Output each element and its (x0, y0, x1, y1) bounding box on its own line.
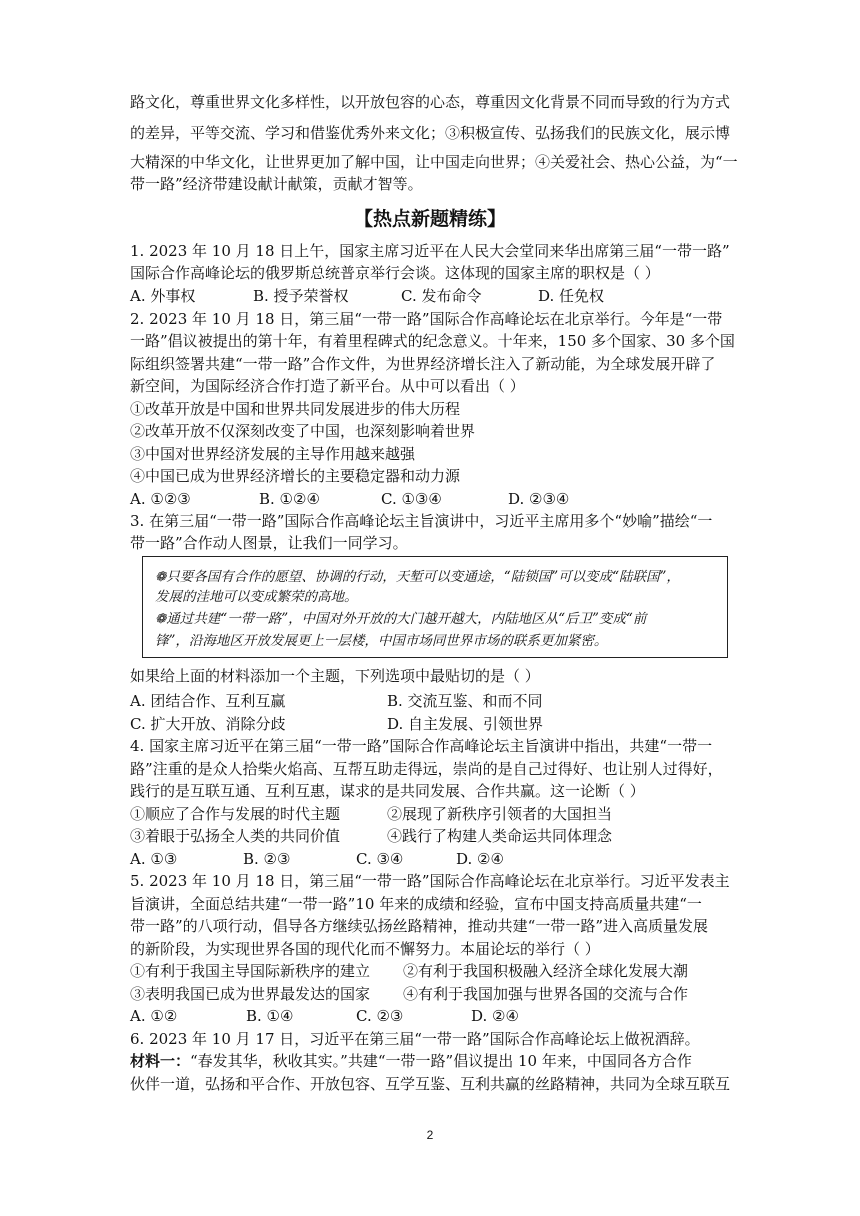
q4-option-b: B. ②③ (243, 850, 291, 868)
question-2-line: 新空间，为国际经济合作打造了新平台。从中可以看出（ ） (130, 377, 525, 395)
q3-option-c: C. 扩大开放、消除分歧 (130, 715, 286, 733)
question-3-line: 3. 在第三届“一带一路”国际合作高峰论坛主旨演讲中，习近平主席用多个“妙喻”描绘“一 (130, 512, 713, 530)
question-2-line: 际组织签署共建“一带一路”合作文件，为世界经济增长注入了新动能，为全球发展开辟了 (130, 355, 716, 373)
q3-option-a: A. 团结合作、互利互赢 (130, 692, 286, 710)
intro-line: 大精深的中华文化，让世界更加了解中国，让中国走向世界；④关爱社会、热心公益，为“一 (130, 153, 738, 171)
q2-option-a: A. ①②③ (130, 490, 191, 508)
q1-option-a: A. 外事权 (130, 287, 196, 305)
q2-statement: ③中国对世界经济发展的主导作用越来越强 (130, 445, 416, 463)
intro-line: 的差异，平等交流、学习和借鉴优秀外来文化；③积极宣传、弘扬我们的民族文化，展示博 (130, 124, 731, 142)
q1-option-d: D. 任免权 (538, 287, 605, 305)
q1-option-c: C. 发布命令 (401, 287, 482, 305)
q4-statement: ④践行了构建人类命运共同体理念 (387, 827, 613, 845)
quote-line: ❁通过共建“一带一路”，中国对外开放的大门越开越大，内陆地区从“后卫”变成“前 (155, 611, 647, 627)
question-6-line: 6. 2023 年 10 月 17 日，习近平在第三届“一带一路”国际合作高峰论坛上做祝酒辞。 (130, 1030, 700, 1048)
material-text: “春发其华，秋收其实。”共建“一带一路”倡议提出 10 年来，中国同各方合作 (190, 1052, 692, 1070)
q4-option-d: D. ②④ (456, 850, 504, 868)
question-4-line: 4. 国家主席习近平在第三届“一带一路”国际合作高峰论坛主旨演讲中指出，共建“一带一 (130, 737, 713, 755)
question-5-line: 5. 2023 年 10 月 18 日，第三届“一带一路”国际合作高峰论坛在北京举行。习近平发表主 (130, 872, 730, 890)
question-4-line: 践行的是互联互通、互利互惠，谋求的是共同发展、合作共赢。这一论断（ ） (130, 782, 645, 800)
question-1-line: 国际合作高峰论坛的俄罗斯总统普京举行会谈。这体现的国家主席的职权是（ ） (130, 264, 660, 282)
q5-option-c: C. ②③ (356, 1007, 404, 1025)
q5-statement: ①有利于我国主导国际新秩序的建立 (130, 962, 371, 980)
q4-option-c: C. ③④ (356, 850, 404, 868)
q5-statement: ③表明我国已成为世界最发达的国家 (130, 985, 371, 1003)
q6-material-line: 伙伴一道，弘扬和平合作、开放包容、互学互鉴、互利共赢的丝路精神，共同为全球互联互 (130, 1075, 731, 1093)
q3-option-d: D. 自主发展、引领世界 (387, 715, 544, 733)
material-label: 材料一： (130, 1052, 191, 1070)
q2-option-d: D. ②③④ (508, 490, 570, 508)
q5-option-a: A. ①② (130, 1007, 178, 1025)
q5-option-d: D. ②④ (471, 1007, 519, 1025)
question-3-line: 带一路”合作动人图景，让我们一同学习。 (130, 534, 408, 552)
page-number: 2 (426, 1128, 434, 1142)
question-4-line: 路”注重的是众人拾柴火焰高、互帮互助走得远，崇尚的是自己过得好、也让别人过得好， (130, 760, 723, 778)
q2-statement: ②改革开放不仅深刻改变了中国，也深刻影响着世界 (130, 422, 476, 440)
quote-line: 锋”，沿海地区开放发展更上一层楼，中国市场同世界市场的联系更加紧密。 (155, 633, 608, 649)
q4-statement: ②展现了新秩序引领者的大国担当 (387, 805, 613, 823)
q3-option-b: B. 交流互鉴、和而不同 (387, 692, 543, 710)
question-5-line: 的新阶段，为实现世界各国的现代化而不懈努力。本届论坛的举行（ ） (130, 940, 600, 958)
section-title: 【热点新题精练】 (353, 208, 506, 230)
q4-statement: ①顺应了合作与发展的时代主题 (130, 805, 341, 823)
q2-option-b: B. ①②④ (259, 490, 320, 508)
question-2-line: 2. 2023 年 10 月 18 日，第三届“一带一路”国际合作高峰论坛在北京举行。今年是“一带 (130, 310, 723, 328)
q2-option-c: C. ①③④ (381, 490, 442, 508)
quote-box (142, 556, 728, 658)
q4-statement: ③着眼于弘扬全人类的共同价值 (130, 827, 341, 845)
question-1-line: 1. 2023 年 10 月 18 日上午，国家主席习近平在人民大会堂同来华出席第三届“一带一路” (130, 242, 730, 260)
intro-line: 带一路”经济带建设献计献策，贡献才智等。 (130, 175, 423, 193)
q5-statement: ②有利于我国积极融入经济全球化发展大潮 (403, 962, 689, 980)
question-5-line: 旨演讲，全面总结共建“一带一路”10 年来的成绩和经验，宣布中国支持高质量共建“一 (130, 895, 702, 913)
quote-line: 发展的洼地可以变成繁荣的高地。 (155, 589, 358, 605)
q1-option-b: B. 授予荣誉权 (253, 287, 349, 305)
question-3-prompt: 如果给上面的材料添加一个主题，下列选项中最贴切的是（ ） (130, 667, 540, 685)
q4-option-a: A. ①③ (130, 850, 178, 868)
question-2-line: 一路”倡议被提出的第十年，有着里程碑式的纪念意义。十年来，150 多个国家、30 多个国 (130, 332, 735, 350)
q2-statement: ①改革开放是中国和世界共同发展进步的伟大历程 (130, 400, 461, 418)
q2-statement: ④中国已成为世界经济增长的主要稳定器和动力源 (130, 467, 461, 485)
question-5-line: 带一路”的八项行动，倡导各方继续弘扬丝路精神，推动共建“一带一路”进入高质量发展 (130, 917, 709, 935)
q5-option-b: B. ①④ (246, 1007, 294, 1025)
q5-statement: ④有利于我国加强与世界各国的交流与合作 (403, 985, 689, 1003)
intro-line: 路文化，尊重世界文化多样性，以开放包容的心态，尊重因文化背景不同而导致的行为方式 (130, 93, 731, 111)
quote-line: ❁只要各国有合作的愿望、协调的行动，天堑可以变通途，“陆锁国”可以变成“陆联国”， (155, 569, 680, 585)
q6-material-line (130, 1050, 692, 1072)
